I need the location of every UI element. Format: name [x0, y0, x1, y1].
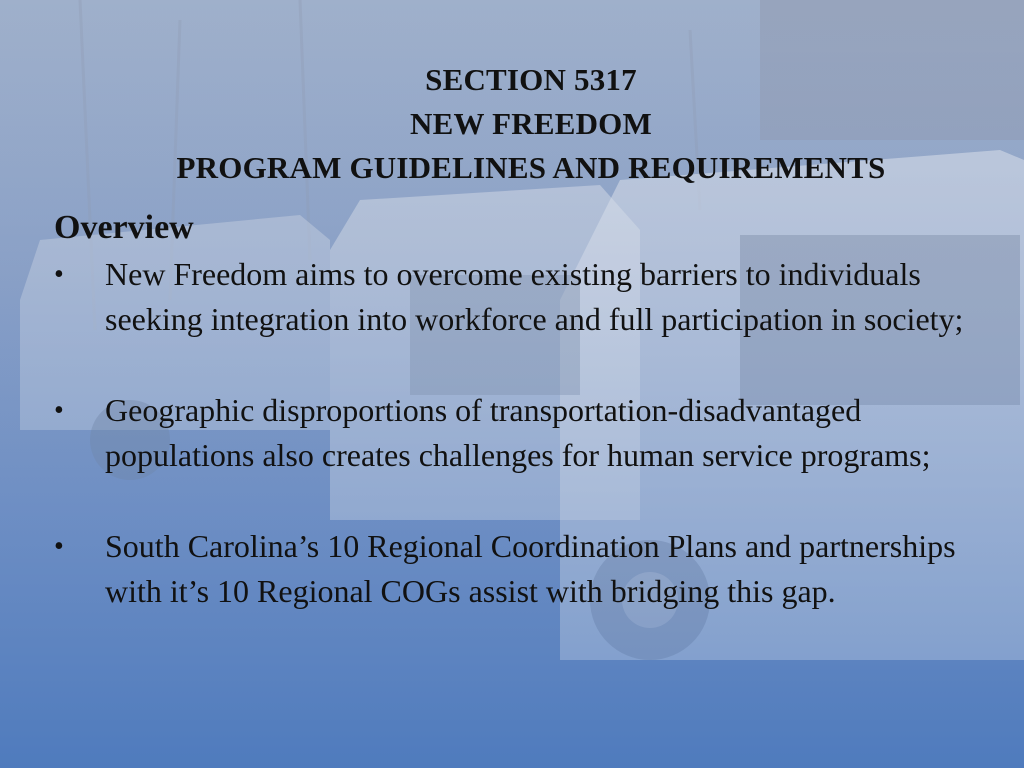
bullet-text-1: New Freedom aims to overcome existing barriers to individuals seeking integration into workforce and full participation in society;	[105, 256, 964, 337]
title-line-1: SECTION 5317	[425, 62, 637, 97]
bullet-icon: •	[54, 395, 64, 426]
title-line-2: NEW FREEDOM	[410, 106, 652, 141]
slide-title	[100, 58, 962, 190]
bullet-item-1	[54, 252, 984, 342]
slide-body	[54, 206, 984, 614]
bullet-item-3	[54, 524, 984, 614]
overview-heading: Overview	[54, 209, 194, 246]
bullet-icon: •	[54, 259, 64, 290]
bullet-text-3: South Carolina’s 10 Regional Coordination Plans and partnerships with it’s 10 Regional COGs assist with bridging this gap.	[105, 528, 956, 609]
title-line-3: PROGRAM GUIDELINES AND REQUIREMENTS	[176, 150, 886, 185]
bullet-item-2	[54, 388, 984, 478]
bullet-icon: •	[54, 531, 64, 562]
bullet-list	[54, 252, 984, 614]
bullet-text-2: Geographic disproportions of transportation-disadvantaged populations also creates challenges for human service programs;	[105, 392, 931, 473]
